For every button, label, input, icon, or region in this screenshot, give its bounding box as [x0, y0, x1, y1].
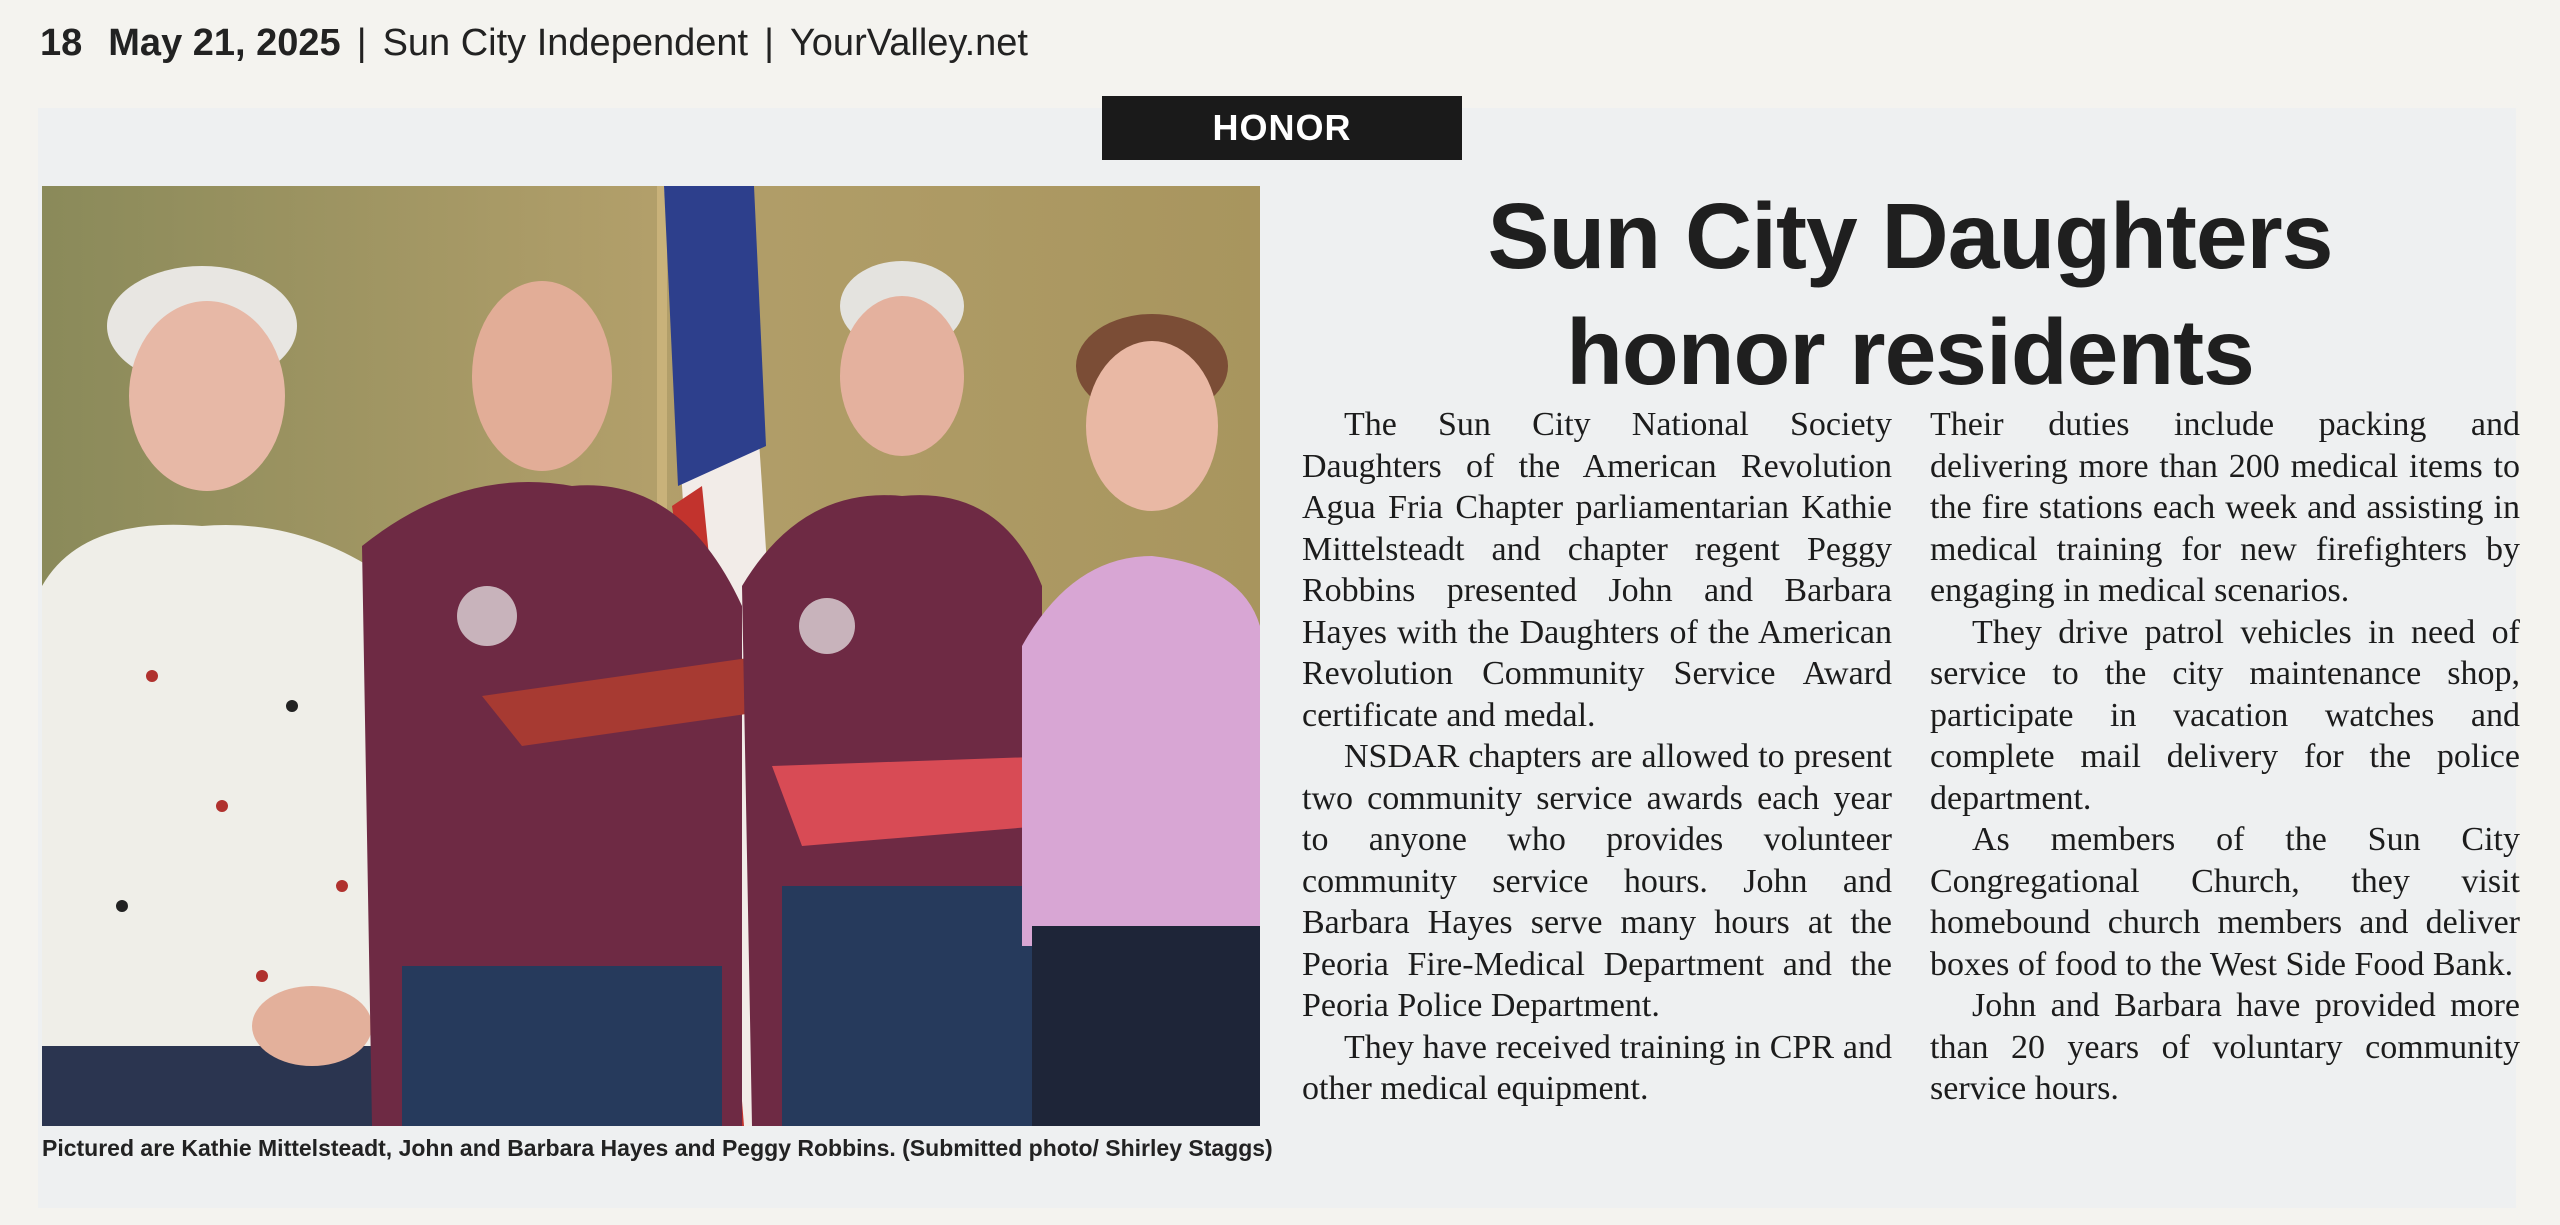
photo-caption: Pictured are Kathie Mittelsteadt, John and Barbara Hayes and Peggy Robbins. (Submitted photo/ Shirley Staggs): [42, 1135, 1273, 1161]
headline-line-2: honor residents: [1566, 300, 2254, 404]
page-number: 18: [40, 21, 83, 64]
website-name: YourValley.net: [789, 21, 1028, 64]
article-paragraph: They drive patrol vehicles in need of service to the city maintenance shop, participate in vacation watches and complete mail delivery for the police department.: [1930, 613, 2520, 817]
article-column-1: [1302, 404, 1892, 1110]
article-paragraph: Their duties include packing and delivering more than 200 medical items to the fire stations each week and assisting in medical training for new firefighters by engaging in medical scenarios.: [1930, 406, 2520, 609]
article-column-2: [1930, 404, 2520, 1110]
article-paragraph: They have received training in CPR and other medical equipment.: [1302, 1028, 1892, 1107]
section-tag: HONOR: [1102, 96, 1462, 160]
article-paragraph: As members of the Sun City Congregational Church, they visit homebound church members and deliver boxes of food to the West Side Food Bank.: [1930, 821, 2520, 983]
headline: [1290, 178, 2530, 410]
issue-date: May 21, 2025: [108, 21, 341, 64]
publication-name: Sun City Independent: [382, 21, 749, 64]
folio-separator: |: [356, 21, 367, 64]
page-folio: [40, 18, 1028, 68]
group-photo: [42, 186, 1260, 1126]
article-paragraph: The Sun City National Society Daughters of the American Revolution Agua Fria Chapter parliamentarian Kathie Mittelsteadt and chapter regent Peggy Robbins presented John and Barbara Hayes with the Daughters of the American Revolution Community Service Award certificate and medal.: [1302, 406, 1892, 734]
article-paragraph: NSDAR chapters are allowed to present two community service awards each year to anyone who provides volunteer community service hours. John and Barbara Hayes serve many hours at the Peoria Fire-Medical Department and the Peoria Police Department.: [1302, 738, 1892, 1024]
headline-line-1: Sun City Daughters: [1487, 184, 2333, 288]
folio-separator: |: [764, 21, 774, 64]
group-photo-four-people-with-flag-icon: [42, 186, 1260, 1126]
article-paragraph: John and Barbara have provided more than 20 years of voluntary community service hours.: [1930, 987, 2520, 1107]
